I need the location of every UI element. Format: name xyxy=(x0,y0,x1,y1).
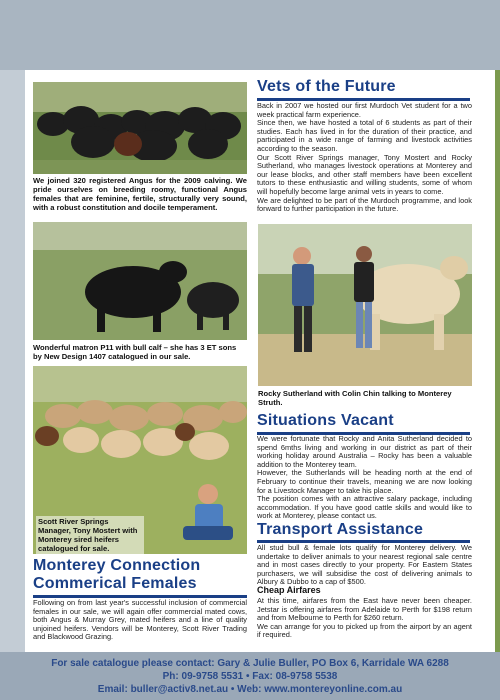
bull-photo-caption: Rocky Sutherland with Colin Chin talking to Monterey Struth. xyxy=(258,389,452,407)
connection-title-line2: Commerical Females xyxy=(33,575,197,592)
airfares-paragraph: At this time, airfares from the East have never been cheaper. Jetstar is offering airfares from Adelaide to Perth for $198 return and from Melbourne to Perth for $260 return. xyxy=(257,596,472,623)
footer-phone-line: Ph: 09-9758 5531 • Fax: 08-9758 5538 xyxy=(162,671,338,682)
situations-paragraph: The position comes with an attractive salary package, including accommodation. If you have good cattle skills and would like to work at Monterey, please contact us. xyxy=(257,494,472,521)
connection-title-line1: Monterey Connection xyxy=(33,557,201,574)
connection-body: Following on from last year's successful inclusion of commercial females in our sale, we will again offer commercial mated cows, both Angus & Murray Grey, mated heifers and a line of quality unjoined heifers. Vendors will be Monterey, Scott River Trading and Blackwood Grazing. xyxy=(33,598,247,642)
page-edge-strip xyxy=(495,70,500,652)
situations-paragraph: However, the Sutherlands will be heading north at the end of February to continue their travels, meaning we are now looking for a Livestock Manager to take his place. xyxy=(257,468,472,495)
connection-heading xyxy=(33,557,200,593)
matron-calf-photo xyxy=(33,222,247,340)
vets-paragraph: Back in 2007 we hosted our first Murdoch Vet student for a two week practical farm experience. xyxy=(257,101,472,119)
bull-handlers-photo xyxy=(258,224,472,386)
vets-paragraph: We are delighted to be part of the Murdoch programme, and look forward to further participation in the future. xyxy=(257,195,472,214)
transport-heading: Transport Assistance xyxy=(257,521,424,538)
situations-paragraph: We were fortunate that Rocky and Anita Sutherland decided to spend 6mths living and working in our district as part of their working holiday around Australia – Rocky has been a valuable addition to the Monterey team. xyxy=(257,434,472,469)
transport-paragraph: All stud bull & female lots qualify for Monterey delivery. We undertake to deliver animals to your nearest regional sale centre and in most cases directly to your property. For Eastern States purchasers, we will subsidise the cost of delivering animals to Albury & Dubbo to a cap of $500. xyxy=(257,543,472,587)
airfares-body xyxy=(257,597,472,640)
top-background-band xyxy=(0,0,500,70)
contact-footer xyxy=(0,652,500,700)
airfares-paragraph: We can arrange for you to picked up from the airport by an agent if required. xyxy=(257,621,472,640)
situations-body xyxy=(257,435,472,521)
vets-paragraph: Since then, we have hosted a total of 6 students as part of their studies. Each has lived in for the duration of their practice, and participated in a wide range of farming and livestock activities according to the season. xyxy=(257,118,472,153)
footer-email-line: Email: buller@activ8.net.au • Web: www.montereyonline.com.au xyxy=(97,684,403,695)
vets-heading: Vets of the Future xyxy=(257,78,396,95)
angus-herd-photo xyxy=(33,82,247,174)
matron-photo-caption: Wonderful matron P11 with bull calf – she has 3 ET sons by New Design 1407 catalogued in our sale. xyxy=(33,343,237,361)
transport-body xyxy=(257,544,472,587)
vets-body xyxy=(257,102,472,214)
vets-paragraph: Our Scott River Springs manager, Tony Mostert and Rocky Sutherland, who manages livestock operations at Monterey and our lease blocks, and other staff members have been excellent tutors to these enthusiastic and willing students, some of whom will hopefully become large animal vets in years to come. xyxy=(257,152,472,196)
footer-contact-line: For sale catalogue please contact: Gary & Julie Buller, PO Box 6, Karridale WA 6288 xyxy=(51,658,449,669)
heifers-photo-caption: Scott River Springs Manager, Tony Mostert with Monterey sired heifers catalogued for sale. xyxy=(36,516,144,554)
herd-photo-caption: We joined 320 registered Angus for the 2009 calving. We pride ourselves on breeding roomy, functional Angus females that are feminine, fertile, structurally very sound, with a robust constitution and docile temperament. xyxy=(33,176,247,212)
situations-heading: Situations Vacant xyxy=(257,412,394,429)
airfares-subheading: Cheap Airfares xyxy=(257,585,321,595)
